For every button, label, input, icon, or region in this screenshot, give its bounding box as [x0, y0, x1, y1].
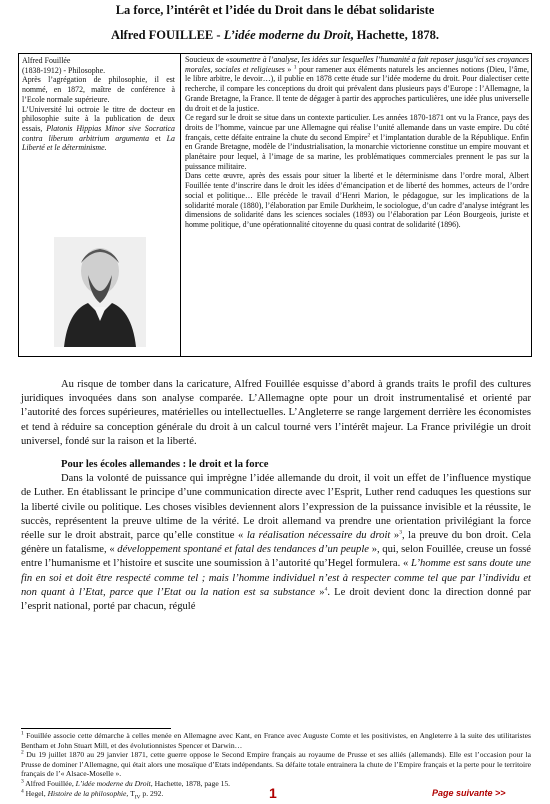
p2-text-c: , la preuve du bon droit. Cela génère un fatalisme, « — [21, 530, 531, 556]
p2-text-e: » — [315, 586, 325, 598]
footnote-2-text: Du 19 juillet 1870 au 29 janvier 1871, cette guerre oppose le Second Empire français au royaume de Prusse et ses alliés (allemands). Elle est l’occasion pour la Prusse de dominer l’Allemagne, qui était alors une mosaïque d’Etats indépendants. Sa défaite totale entrainera la chute de l’Empire français et la perte pour le territoire français de l’« Alsace-Moselle ». — [21, 750, 531, 779]
footnote-4-text-b: , T — [126, 788, 135, 798]
context-quote: soumettre à l’analyse, les idées sur lesquelles l’humanité a fait reposer jusqu’ici ses croyances morales, sociales et religieuses — [185, 55, 529, 74]
main-text — [21, 378, 531, 614]
author-bio — [22, 56, 175, 153]
footnote-2-number: 2 — [21, 749, 24, 756]
book-reference: Alfred FOUILLEE - L’idée moderne du Droit, Hachette, 1878. — [111, 28, 439, 42]
context-text — [185, 55, 529, 230]
context-p1-after: » — [284, 64, 294, 74]
p2-quote-3: L’homme est sans doute une fin en soi et doit être respecté comme tel ; mais l’homme individuel n’est à respecter comme tel que par l’individu et non quant à l’Etat, parce que l’Etat ou la nation est sa substance — [21, 558, 532, 598]
footnote-3-text-a: Alfred Fouillée, — [23, 778, 76, 788]
book-title: L’idée moderne du Droit — [223, 28, 351, 42]
footnote-ref-2[interactable]: 2 — [367, 132, 371, 138]
bio-doctorate — [22, 105, 175, 154]
footnote-4-number: 4 — [21, 788, 24, 795]
footnote-1 — [21, 731, 531, 750]
footnote-rule — [21, 728, 171, 729]
bio-name: Alfred Fouillée — [22, 56, 71, 65]
bio-career: Après l’agrégation de philosophie, il est nommé, en 1872, maître de conférence à l’Ecole normale supérieure. — [22, 75, 175, 104]
intro-box — [18, 53, 532, 357]
context-p2-text: Ce regard sur le droit se situe dans un contexte particulier. Les années 1870-1871 ont vu la France, pays des droits de l’homme, vaincue par une Allemagne qui réalise l’unité allemande dans un vaste empire. Du côté français, cette défaite entraine la chute du second Empire — [185, 113, 529, 142]
footnote-4-volume: IV — [134, 794, 141, 801]
footnote-ref-4[interactable]: 4 — [324, 586, 328, 593]
footnote-3-text-b: , Hachette, 1878, page 15. — [150, 778, 231, 788]
page-number: 1 — [269, 785, 277, 801]
section-heading: Pour les écoles allemandes : le droit et la force — [61, 459, 269, 471]
p2-text-d: », qui, selon Fouillée, creuse un fossé entre l’humanisme et l’histoire et suscite une soumission à l’autorité qu’Hegel formulera. « — [21, 544, 532, 570]
bio-doctorate-text: L’Université lui octroie le titre de docteur en philosophie suite à la publication de deux essais, — [22, 104, 175, 133]
footnote-ref-3[interactable]: 3 — [399, 529, 402, 536]
context-paragraph-2 — [185, 113, 529, 171]
context-p1-rest: pour ramener aux éléments naturels les anciennes notions (Dieu, l’âme, le libre arbitre, le devoir…), il publie en 1878 cette étude sur l’idée moderne du droit. Pour dialectiser cette recherche, il compare les conceptions du droit qui prévalent dans plusieurs pays d’Europe : l’Allemagne, la Grande Bretagne, la France. Il tente de dégager à partir des approches particulières, une idée plus universelle du droit et de la justice. — [185, 64, 529, 113]
bio-and: et — [149, 133, 167, 143]
footnote-3-number: 3 — [21, 778, 24, 785]
page-title: La force, l’intérêt et l’idée du Droit dans le débat solidariste — [115, 3, 435, 17]
footnote-2 — [21, 750, 531, 779]
p2-text-a: Dans la volonté de puissance qui imprègne l’idée allemande du droit, il voit un effet de l’influence mystique de Luther. En établissant le principe d’une communication directe avec l’Esprit, Luther rend caduques les questions sur la liberté civile ou politique. Les choses visibles deviennent alors l’expression de la puissance invisible et la réussite, le succès, représentent la preuve ultime de la vérité. Le droit allemand va prendre une orientation privilégiant la force réelle sur le droit abstrait, parce qu’elle constitue « — [21, 473, 531, 542]
main-paragraph-1: Au risque de tomber dans la caricature, Alfred Fouillée esquisse d’abord à grands traits le profil des cultures juridiques invoquées dans son analyse comparée. L’Allemagne opte pour un droit instrumentalisé et orienté par l’autorité des forces supérieures, matérielles ou intellectuelles. L’Angleterre se range largement derrière les économistes et tend à réduire sa conception générale du droit à un calcul tourné vers l’intérêt majeur. La France privilégie un droit universel, fondé sur la raison et la liberté. — [21, 379, 531, 447]
box-divider — [180, 54, 181, 356]
footnote-ref-1[interactable]: 1 — [293, 64, 297, 71]
bio-dates: (1838-1912) - Philosophe. — [22, 65, 106, 75]
bio-work-2: La Liberté et le déterminisme. — [22, 133, 175, 153]
bio-work-1: Platonis Hippias Minor sive Socratica contra liberum arbitrium argumenta — [22, 123, 175, 143]
author-name: Alfred FOUILLEE — [111, 28, 214, 42]
p2-quote-2: développement spontané et fatal des tendances d’un peuple — [117, 544, 370, 556]
context-p1-start: Soucieux de « — [185, 55, 230, 64]
footnote-4-text-c: p. 292. — [140, 788, 164, 798]
portrait-photo — [54, 237, 146, 347]
footnote-4-work: Histoire de la philosophie — [47, 788, 127, 798]
context-paragraph-1 — [185, 55, 529, 113]
footnote-3-work: L’idée moderne du Droit — [75, 778, 151, 788]
next-page-link[interactable]: Page suivante >> — [432, 788, 506, 798]
p2-text-b: » — [390, 530, 400, 542]
footnote-4-text-a: Hegel, — [23, 788, 48, 798]
footnote-1-text: Fouillée associe cette démarche à celles menée en Allemagne avec Kant, en France avec Auguste Comte et les positivistes, en Angleterre à la suite des utilitaristes Bentham et John Stuart Mill, et des évolutionnistes Spencer et Darwin… — [21, 731, 531, 750]
context-paragraph-3: Dans cette œuvre, après des essais pour situer la liberté et le déterminisme dans l’ordre moral, Albert Fouillée tente d’inscrire dans le droit les idées d’émancipation et de liberté des hommes, acteurs de l’ordre social et politique… Elle précède le travail d’Henri Marion, le pédagogue, sur les implications de la solidarité morale (1880), l’élaboration par Emile Durkheim, le sociologue, d’un cadre d’analyse intégrant les dimensions de solidarité dans les sciences sociales (1893) ou l’élaboration par Léon Bourgeois, juriste et homme politique, d’une opérationnalité citoyenne du quasi contrat de solidarité (1896). — [185, 171, 529, 229]
context-p2-rest: et l’implantation durable de la République. Enfin en Grande Bretagne, modèle de l’industrialisation, la monarchie victorienne constitue un empire mouvant et planétaire pour lequel, à l’image de sa marine, les problématiques commerciales prennent le pas sur la puissance militaire. — [185, 132, 529, 171]
publisher-info: , Hachette, 1878. — [350, 28, 439, 42]
p2-quote-1: la réalisation nécessaire du droit — [246, 530, 391, 542]
p2-text-f: . Le droit devient donc la direction donné par l’esprit national, porté par chacun, régulé — [21, 586, 531, 613]
main-paragraph-2 — [21, 472, 531, 614]
footnote-1-number: 1 — [21, 730, 24, 737]
